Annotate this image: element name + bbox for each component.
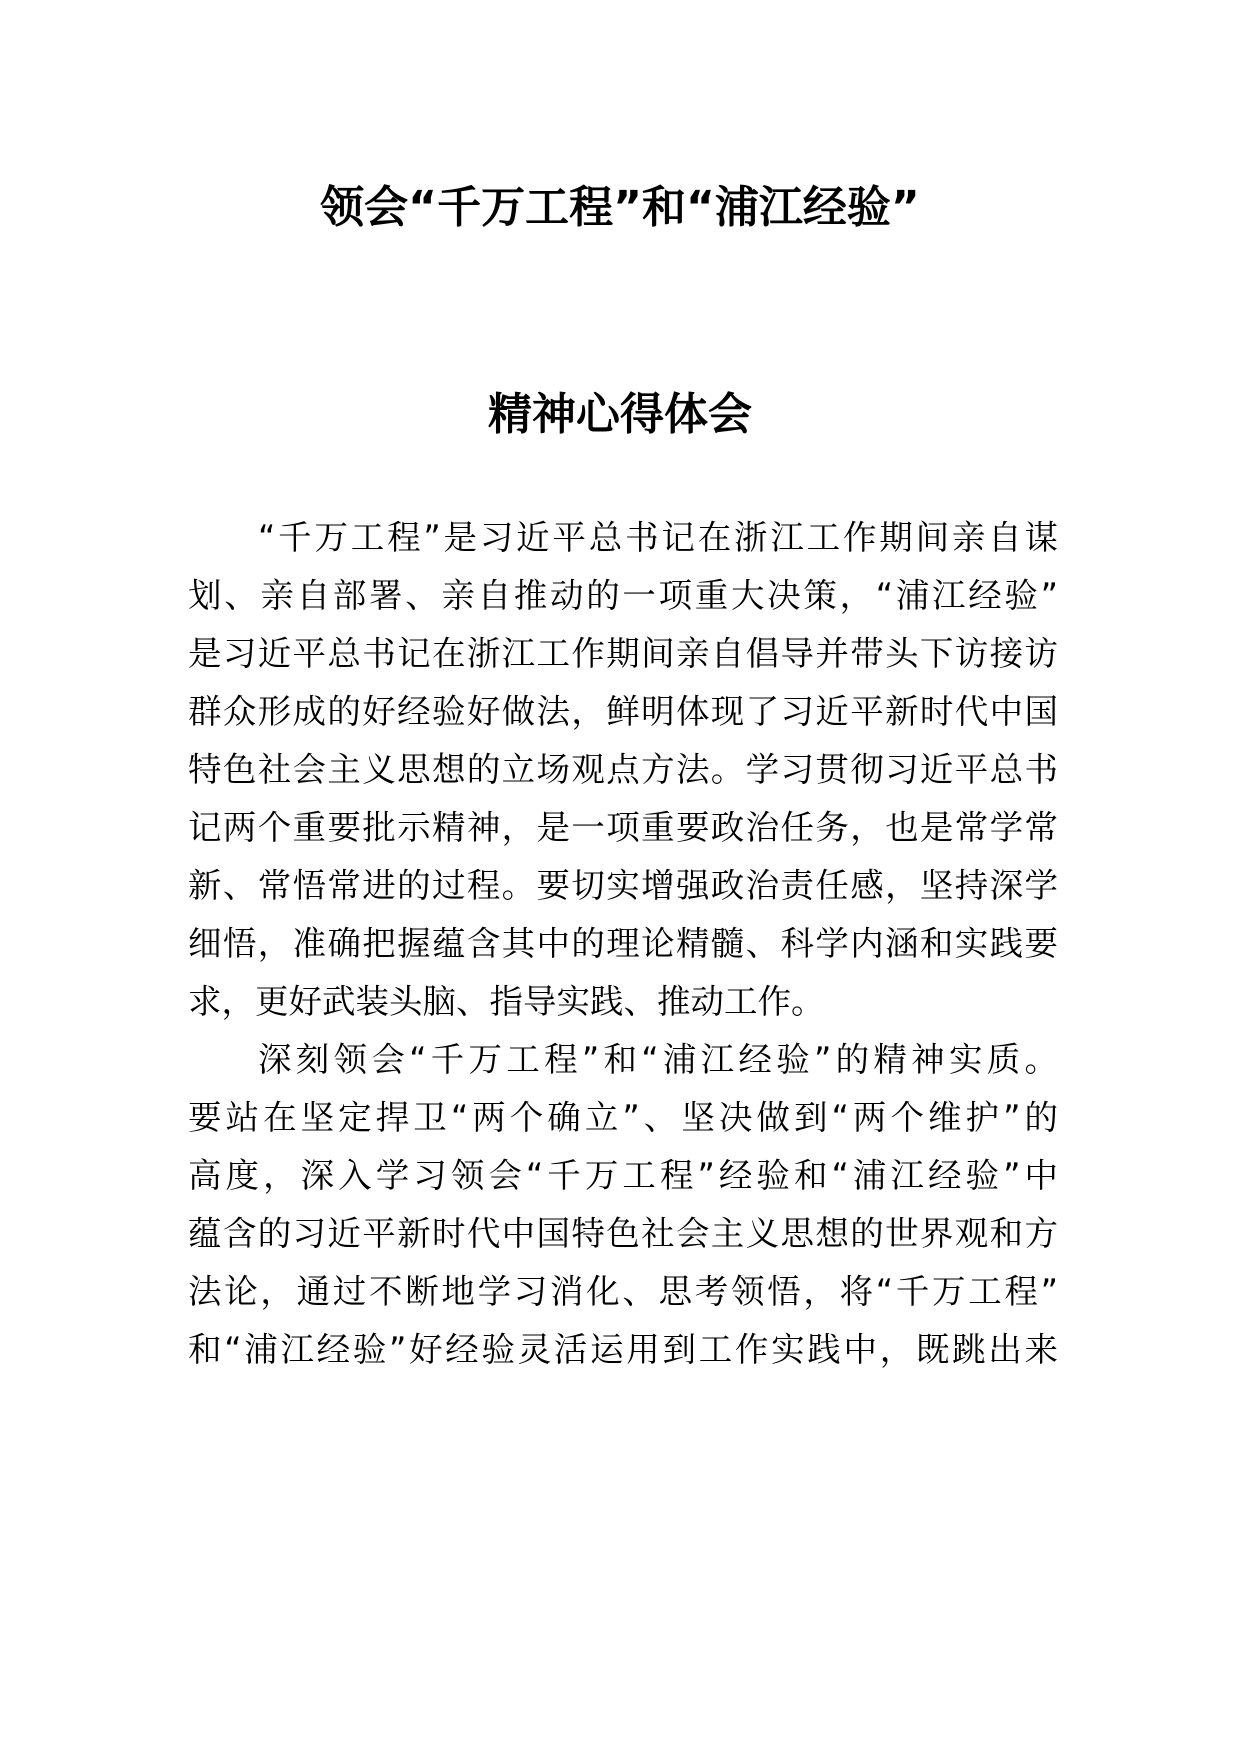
paragraph-line: 蕴含的习近平新时代中国特色社会主义思想的世界观和方 (188, 1214, 1058, 1253)
paragraph-line: 法论，通过不断地学习消化、思考领悟，将“千万工程” (188, 1272, 1058, 1311)
paragraph-line: 细悟，准确把握蕴含其中的理论精髓、科学内涵和实践要 (188, 924, 1058, 963)
paragraph-line: 深刻领会“千万工程”和“浦江经验”的精神实质。 (258, 1040, 1058, 1079)
paragraph-line: 要站在坚定捍卫“两个确立”、坚决做到“两个维护”的 (188, 1098, 1058, 1137)
document-title-line-2: 精神心得体会 (488, 389, 752, 440)
paragraph-line: 划、亲自部署、亲自推动的一项重大决策，“浦江经验” (188, 576, 1058, 615)
document-title-line-1: 领会“千万工程”和“浦江经验” (320, 182, 920, 233)
paragraph-line: 和“浦江经验”好经验灵活运用到工作实践中，既跳出来 (188, 1330, 1058, 1369)
paragraph-line: 高度，深入学习领会“千万工程”经验和“浦江经验”中 (188, 1156, 1058, 1195)
paragraph-line: 群众形成的好经验好做法，鲜明体现了习近平新时代中国 (188, 692, 1058, 731)
paragraph-line: 新、常悟常进的过程。要切实增强政治责任感，坚持深学 (188, 866, 1058, 905)
paragraph-line: 特色社会主义思想的立场观点方法。学习贯彻习近平总书 (188, 750, 1058, 789)
paragraph-line: 求，更好武装头脑、指导实践、推动工作。 (188, 982, 825, 1021)
paragraph-line: 是习近平总书记在浙江工作期间亲自倡导并带头下访接访 (188, 634, 1058, 673)
paragraph-line: 记两个重要批示精神，是一项重要政治任务，也是常学常 (188, 808, 1058, 847)
paragraph-line: “千万工程”是习近平总书记在浙江工作期间亲自谋 (258, 518, 1058, 557)
